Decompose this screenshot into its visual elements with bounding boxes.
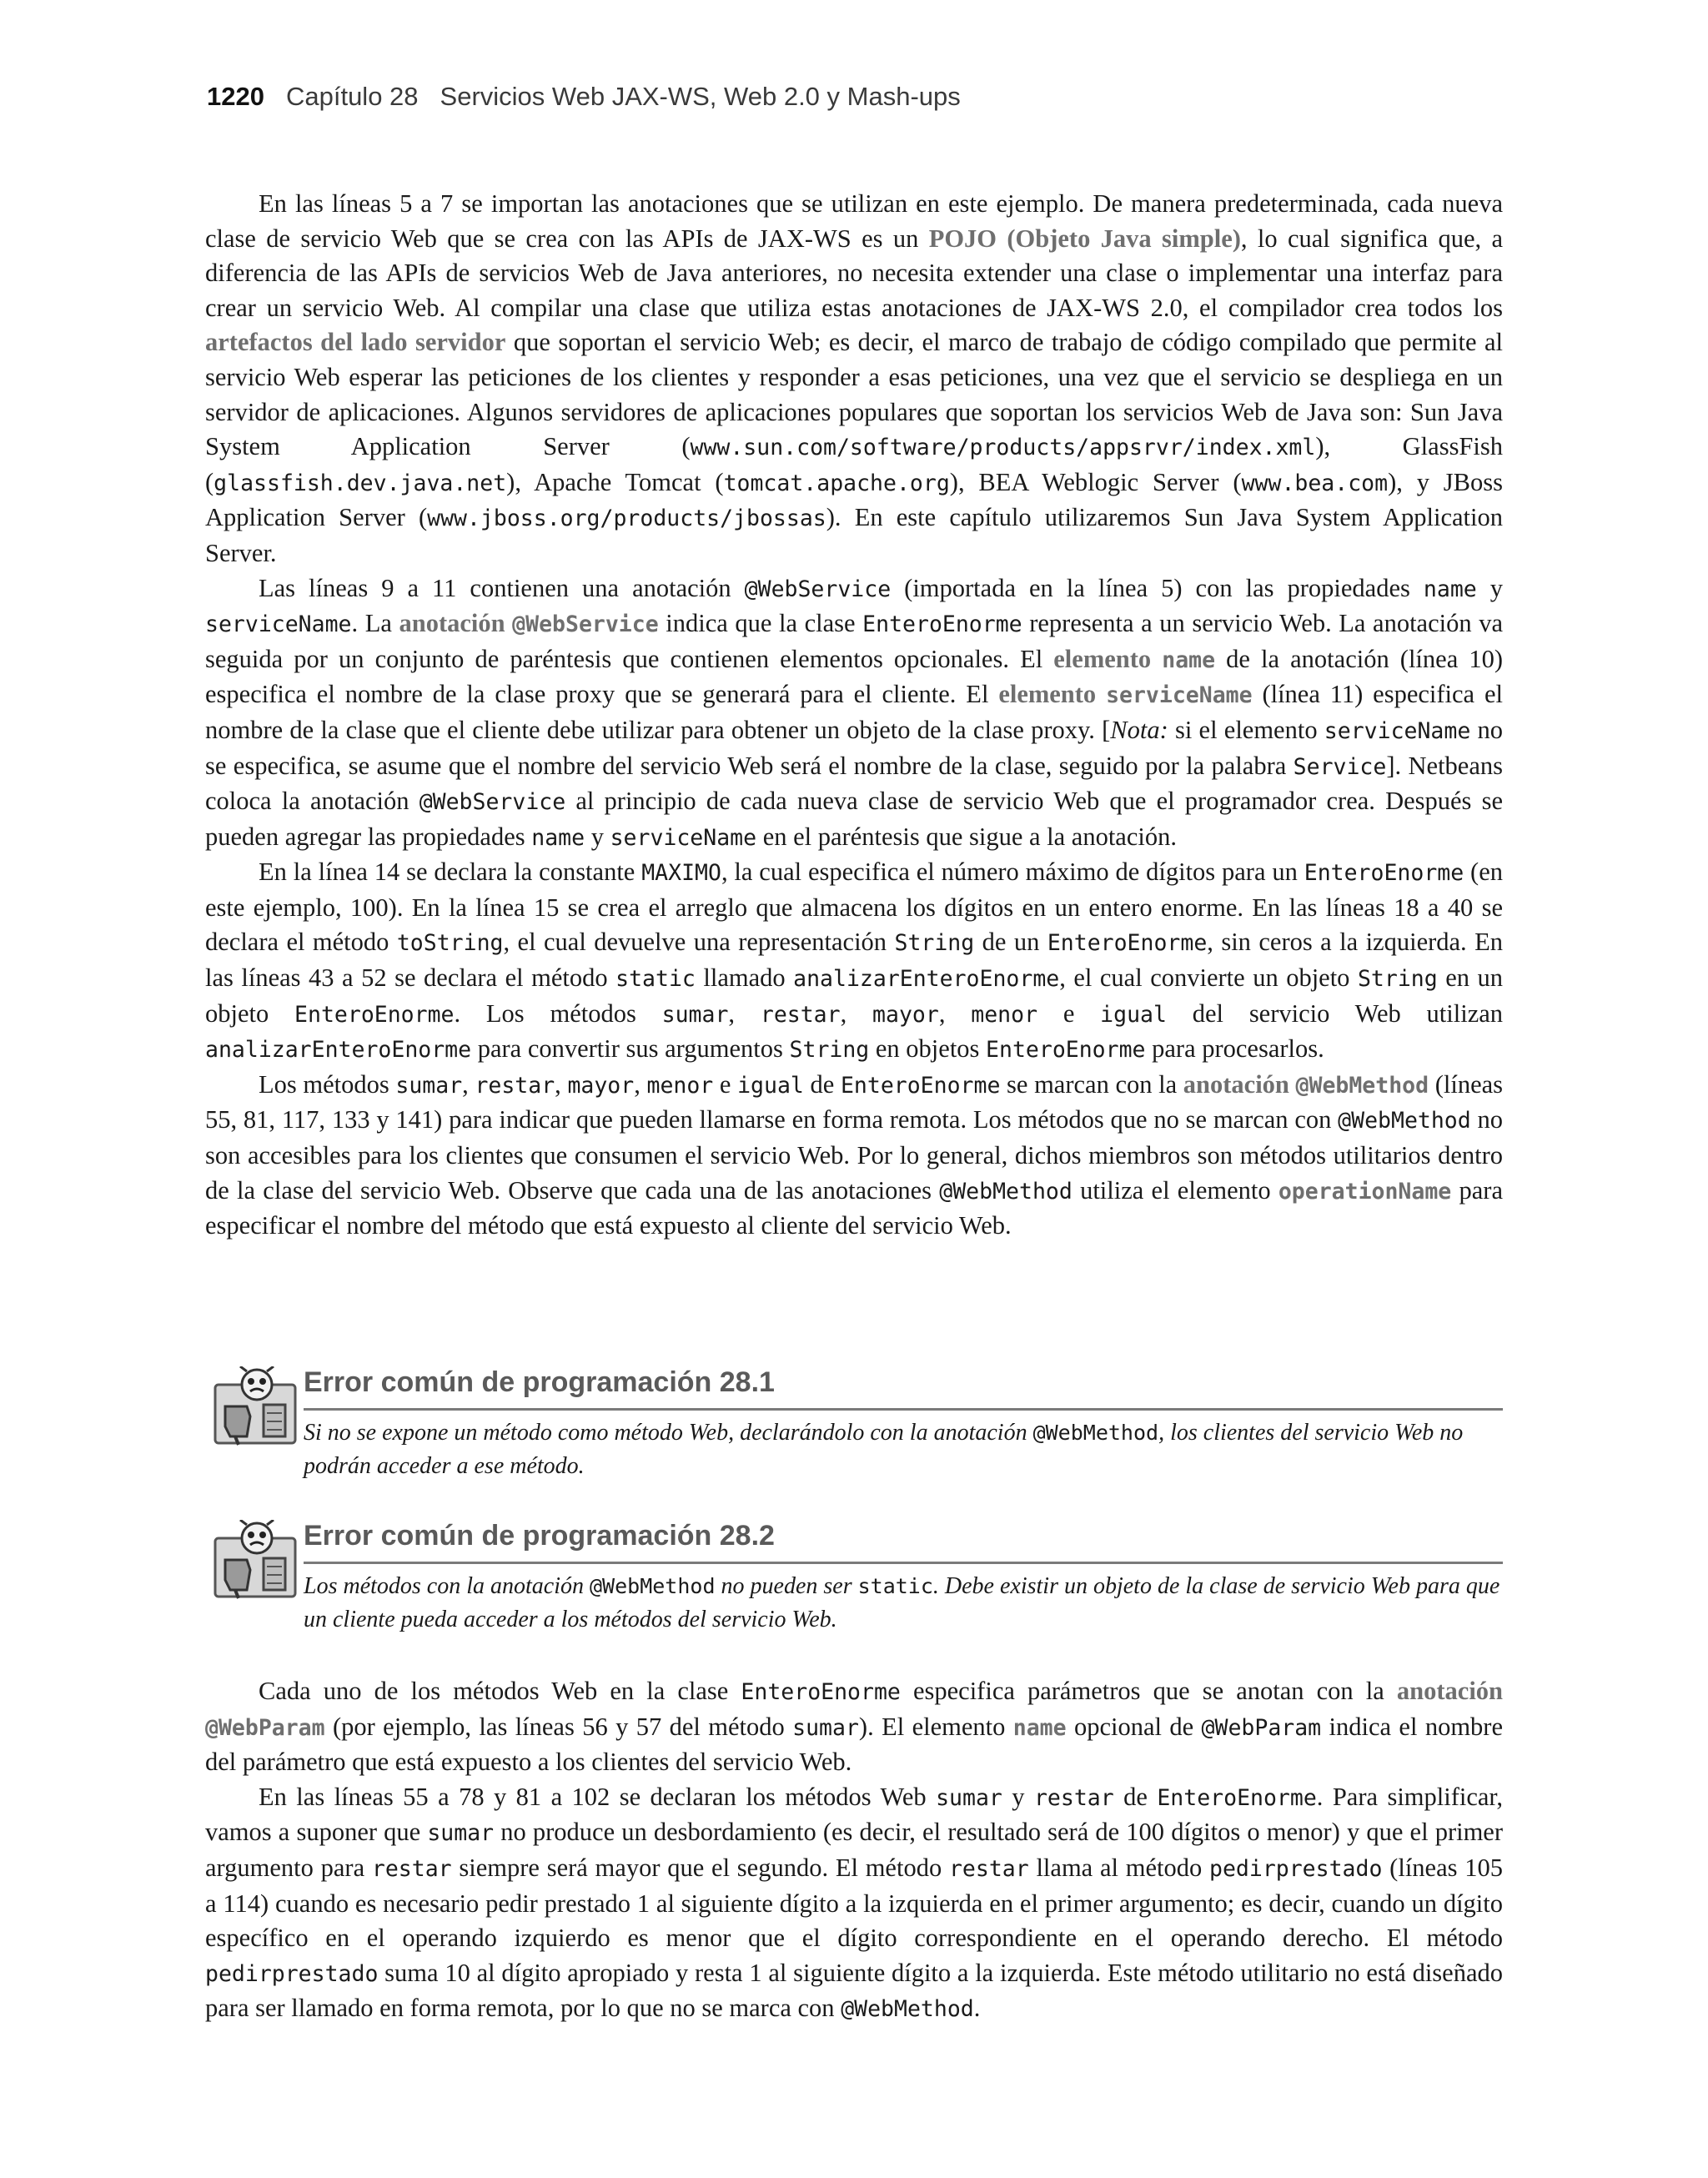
paragraph — [205, 571, 1503, 856]
text-run: para procesarlos. — [1145, 1034, 1324, 1064]
text-run: , los clientes del servicio Web no podrán acceder a ese método. — [304, 1420, 1464, 1479]
text-run: de — [803, 1069, 841, 1099]
code-span: serviceName — [610, 824, 757, 851]
code-span: restar — [948, 1855, 1029, 1882]
code-span: name — [1423, 576, 1477, 602]
key-term: POJO (Objeto Java simple) — [928, 224, 1241, 253]
text-run: de la anotación (línea 10) especifica el nombre de la clase proxy que se generará para el cliente. El — [205, 644, 1503, 709]
code-span: serviceName — [1324, 717, 1471, 744]
text-run: se marcan con la — [1000, 1069, 1183, 1099]
paragraph — [205, 1780, 1503, 2027]
code-span: EnteroEnorme — [862, 611, 1022, 638]
text-run: no son accesibles para los clientes que consumen el servicio Web. Por lo general, dichos miembros son métodos utilitarios dentro de la clase del servicio Web. Observe que cada una de las anotaciones — [205, 1105, 1504, 1205]
text-run: llama al método — [1028, 1853, 1209, 1882]
key-term-code: @WebMethod — [1295, 1072, 1429, 1099]
key-term-code: name — [1162, 646, 1216, 673]
text-run: al principio de cada nueva clase de servicio Web que el programador crea. Después se pueden agregar las propiedades — [205, 787, 1503, 851]
text-run: ). El elemento — [858, 1712, 1013, 1741]
text-run: llamado — [695, 963, 794, 993]
body-section-2 — [205, 1674, 1503, 2027]
code-span: @WebService — [744, 576, 892, 602]
paragraph — [205, 1068, 1503, 1244]
key-term: anotación — [1396, 1677, 1503, 1705]
text-run: si el elemento — [1168, 715, 1324, 744]
text-run: Los métodos — [259, 1069, 396, 1099]
code-span: analizarEnteroEnorme — [205, 1037, 472, 1064]
text-run: , — [728, 998, 761, 1028]
tip-title: Error común de programación 28.1 — [304, 1366, 775, 1398]
code-span: sumar — [792, 1714, 859, 1741]
paragraph — [205, 1674, 1503, 1780]
text-run: Las líneas 9 a 11 contienen una anotación — [259, 573, 745, 602]
code-span: igual — [1100, 1001, 1167, 1028]
text-run: ]. Netbeans coloca la anotación — [205, 751, 1503, 816]
text-run: en el paréntesis que sigue a la anotación. — [756, 822, 1177, 851]
text-run: para especificar el nombre del método que está expuesto al cliente del servicio Web. — [205, 1175, 1504, 1240]
text-run: de — [1113, 1782, 1158, 1811]
bug-thumbs-down-icon — [214, 1520, 299, 1600]
tip-rule — [304, 1562, 1503, 1564]
code-span: @WebMethod — [841, 1996, 974, 2023]
text-run: del servicio Web utilizan — [1166, 998, 1504, 1028]
code-span: sumar — [395, 1072, 463, 1099]
text-run: , — [634, 1069, 647, 1099]
text-run: Si no se expone un método como método Web, declarándolo con la anotación — [304, 1420, 1033, 1446]
code-span: sumar — [661, 1001, 729, 1028]
key-term-code: @WebService — [512, 611, 659, 638]
code-span: name — [531, 824, 585, 851]
text-run: e — [1037, 998, 1101, 1028]
code-span: toString — [396, 930, 504, 957]
text-run: suma 10 al dígito apropiado y resta 1 al siguiente dígito a la izquierda. Este método utilitario no está diseñado para ser llamado en forma remota, por lo que no se marca con — [205, 1958, 1503, 2023]
code-span: analizarEnteroEnorme — [793, 966, 1060, 993]
code-span: menor — [971, 1001, 1038, 1028]
key-term: anotación — [1183, 1069, 1296, 1099]
code-span: String — [789, 1037, 870, 1064]
programming-error-tip — [214, 1366, 1503, 1508]
code-span: www.bea.com — [1241, 470, 1389, 496]
text-run: siempre será mayor que el segundo. El método — [451, 1853, 949, 1882]
code-span: EnteroEnorme — [1047, 930, 1208, 957]
code-span: @WebMethod — [1032, 1421, 1159, 1445]
text-run: en un objeto — [205, 963, 1504, 1028]
text-run: que soportan el servicio Web; es decir, el marco de trabajo de código compilado que permite al servicio Web esperar las peticiones de los clientes y responder a esas peticiones, una vez que el servicio se despliega en un servidor de aplicaciones. Algunos servidores de aplicaciones populares que soportan los servicios Web de Java son: Sun Java System Application Server ( — [205, 328, 1504, 461]
code-span: www.jboss.org/products/jbossas — [427, 506, 826, 532]
text-run: e — [713, 1069, 738, 1099]
body-section-1 — [205, 187, 1503, 1244]
text-run: , — [938, 998, 972, 1028]
code-span: menor — [646, 1072, 714, 1099]
text-run: Cada uno de los métodos Web en la clase — [259, 1677, 741, 1705]
text-run: , el cual devuelve una representación — [503, 928, 895, 957]
code-span: restar — [760, 1001, 841, 1028]
code-span: restar — [1033, 1784, 1114, 1811]
text-run: en objetos — [869, 1034, 987, 1064]
code-span: @WebMethod — [939, 1178, 1073, 1205]
code-span: igual — [737, 1072, 804, 1099]
code-span: tomcat.apache.org — [723, 470, 950, 496]
text-run: (en este ejemplo, 100). En la línea 15 se crea el arreglo que almacena los dígitos en un entero enorme. En las líneas 18 a 40 se declara el método — [205, 858, 1503, 957]
text-run: En las líneas 55 a 78 y 81 a 102 se declaran los métodos Web — [259, 1782, 937, 1811]
code-span: sumar — [427, 1820, 495, 1847]
text-run: . — [973, 1994, 981, 2023]
text-run: , sin ceros a la izquierda. En las líneas 43 a 52 se declara el método — [205, 928, 1503, 993]
text-run: y — [1002, 1782, 1034, 1811]
text-run: ), y JBoss Application Server ( — [205, 467, 1503, 532]
bug-thumbs-down-icon — [214, 1366, 299, 1446]
key-term: elemento — [998, 680, 1107, 709]
page-number: 1220 — [207, 82, 264, 111]
code-span: pedirprestado — [1209, 1855, 1383, 1882]
code-span: serviceName — [205, 611, 352, 638]
code-span: pedirprestado — [205, 1960, 379, 1987]
text-run: no se especifica, se asume que el nombre del servicio Web será el nombre de la clase, seguido por la palabra — [205, 715, 1504, 780]
running-header — [207, 82, 961, 123]
tip-title: Error común de programación 28.2 — [304, 1520, 775, 1552]
code-span: mayor — [567, 1072, 635, 1099]
paragraph — [205, 187, 1503, 571]
text-run: indica el nombre del parámetro que está expuesto a los clientes del servicio Web. — [205, 1712, 1503, 1777]
paragraph — [205, 855, 1503, 1068]
text-run: . Debe existir un objeto de la clase de servicio Web para que un cliente pueda acceder a los métodos del servicio Web. — [304, 1573, 1500, 1632]
text-run: ), BEA Weblogic Server ( — [949, 467, 1242, 496]
text-run: no produce un desbordamiento (es decir, el resultado será de 100 dígitos o menor) y que el primer argumento para — [205, 1818, 1503, 1882]
tip-rule — [304, 1408, 1503, 1411]
code-span: EnteroEnorme — [294, 1001, 455, 1028]
text-run: , — [462, 1069, 475, 1099]
code-span: EnteroEnorme — [741, 1679, 901, 1705]
code-span: static — [857, 1574, 933, 1598]
text-run: (importada en la línea 5) con las propiedades — [891, 573, 1424, 602]
tip-text — [304, 1570, 1503, 1637]
emphasis: Nota: — [1110, 715, 1168, 744]
code-span: mayor — [872, 1001, 939, 1028]
text-run: ), Apache Tomcat ( — [506, 467, 724, 496]
text-run: . La — [351, 609, 399, 638]
tip-text — [304, 1416, 1503, 1483]
key-term: anotación — [399, 609, 513, 638]
code-span: Service — [1293, 753, 1387, 780]
text-run: (líneas 105 a 114) cuando es necesario pedir prestado 1 al siguiente dígito a la izquierda en el primer argumento; es decir, cuando un dígito específico en el operando izquierdo es menor que el dígito correspondiente en el operando derecho. El método — [205, 1853, 1503, 1953]
key-term: elemento — [1053, 644, 1163, 673]
text-run: , el cual convierte un objeto — [1059, 963, 1358, 993]
code-span: www.sun.com/software/products/appsrvr/index.xml — [690, 435, 1316, 461]
key-term-code: operationName — [1278, 1178, 1452, 1205]
text-run: ), GlassFish ( — [205, 432, 1503, 496]
text-run: indica que la clase — [658, 609, 863, 638]
text-run: no pueden ser — [715, 1573, 858, 1599]
text-run: . Los métodos — [454, 998, 662, 1028]
text-run: representa a un servicio Web. La anotación va seguida por un conjunto de paréntesis que contienen elementos opcionales. El — [205, 609, 1503, 673]
code-span: String — [894, 930, 975, 957]
text-run: para convertir sus argumentos — [471, 1034, 790, 1064]
chapter-title: Servicios Web JAX-WS, Web 2.0 y Mash-ups — [440, 82, 961, 111]
text-run: y — [1476, 573, 1504, 602]
text-run: Los métodos con la anotación — [304, 1573, 590, 1599]
code-span: EnteroEnorme — [840, 1072, 1001, 1099]
key-term-code: serviceName — [1106, 682, 1253, 709]
key-term-code: name — [1012, 1714, 1067, 1741]
text-run: utiliza el elemento — [1072, 1175, 1278, 1205]
text-run: , — [555, 1069, 568, 1099]
text-run: . Para simplificar, vamos a suponer que — [205, 1782, 1503, 1847]
programming-error-tip — [214, 1520, 1503, 1662]
code-span: restar — [475, 1072, 555, 1099]
text-run: (línea 11) especifica el nombre de la clase que el cliente debe utilizar para obtener un objeto de la clase proxy. [ — [205, 680, 1503, 744]
code-span: EnteroEnorme — [986, 1037, 1146, 1064]
code-span: glassfish.dev.java.net — [214, 470, 507, 496]
code-span: @WebMethod — [590, 1574, 716, 1598]
text-run: En las líneas 5 a 7 se importan las anotaciones que se utilizan en este ejemplo. De manera predeterminada, cada nueva clase de servicio Web que se crea con las APIs de JAX-WS es un — [205, 189, 1503, 253]
code-span: MAXIMO — [641, 860, 721, 887]
text-run: , la cual especifica el número máximo de dígitos para un — [721, 858, 1304, 887]
text-run: , lo cual significa que, a diferencia de las APIs de servicios Web de Java anteriores, no necesita extender una clase o implementar una interfaz para crear un servicio Web. Al compilar una clase que utiliza estas anotaciones de JAX-WS 2.0, el compilador crea todos los — [205, 224, 1504, 322]
text-run: (por ejemplo, las líneas 56 y 57 del método — [324, 1712, 793, 1741]
code-span: EnteroEnorme — [1304, 860, 1464, 887]
code-span: sumar — [936, 1784, 1002, 1811]
code-span: @WebParam — [1201, 1714, 1322, 1741]
key-term: artefactos del lado servidor — [205, 328, 506, 357]
code-span: @WebService — [419, 789, 566, 816]
text-run: opcional de — [1066, 1712, 1202, 1741]
code-span: String — [1357, 966, 1438, 993]
code-span: static — [615, 966, 696, 993]
code-span: @WebMethod — [1338, 1108, 1471, 1134]
chapter-label: Capítulo 28 — [285, 82, 419, 111]
code-span: EnteroEnorme — [1157, 1784, 1317, 1811]
text-run: (líneas 55, 81, 117, 133 y 141) para indicar que pueden llamarse en forma remota. Los métodos que no se marcan con — [205, 1069, 1504, 1134]
text-run: y — [585, 822, 610, 851]
text-run: , — [840, 998, 873, 1028]
text-run: ). En este capítulo utilizaremos Sun Java System Application Server. — [205, 503, 1503, 567]
text-run: En la línea 14 se declara la constante — [259, 858, 642, 887]
text-run: de un — [974, 928, 1047, 957]
text-run: especifica parámetros que se anotan con la — [900, 1677, 1397, 1705]
key-term-code: @WebParam — [205, 1714, 325, 1741]
code-span: restar — [371, 1855, 452, 1882]
